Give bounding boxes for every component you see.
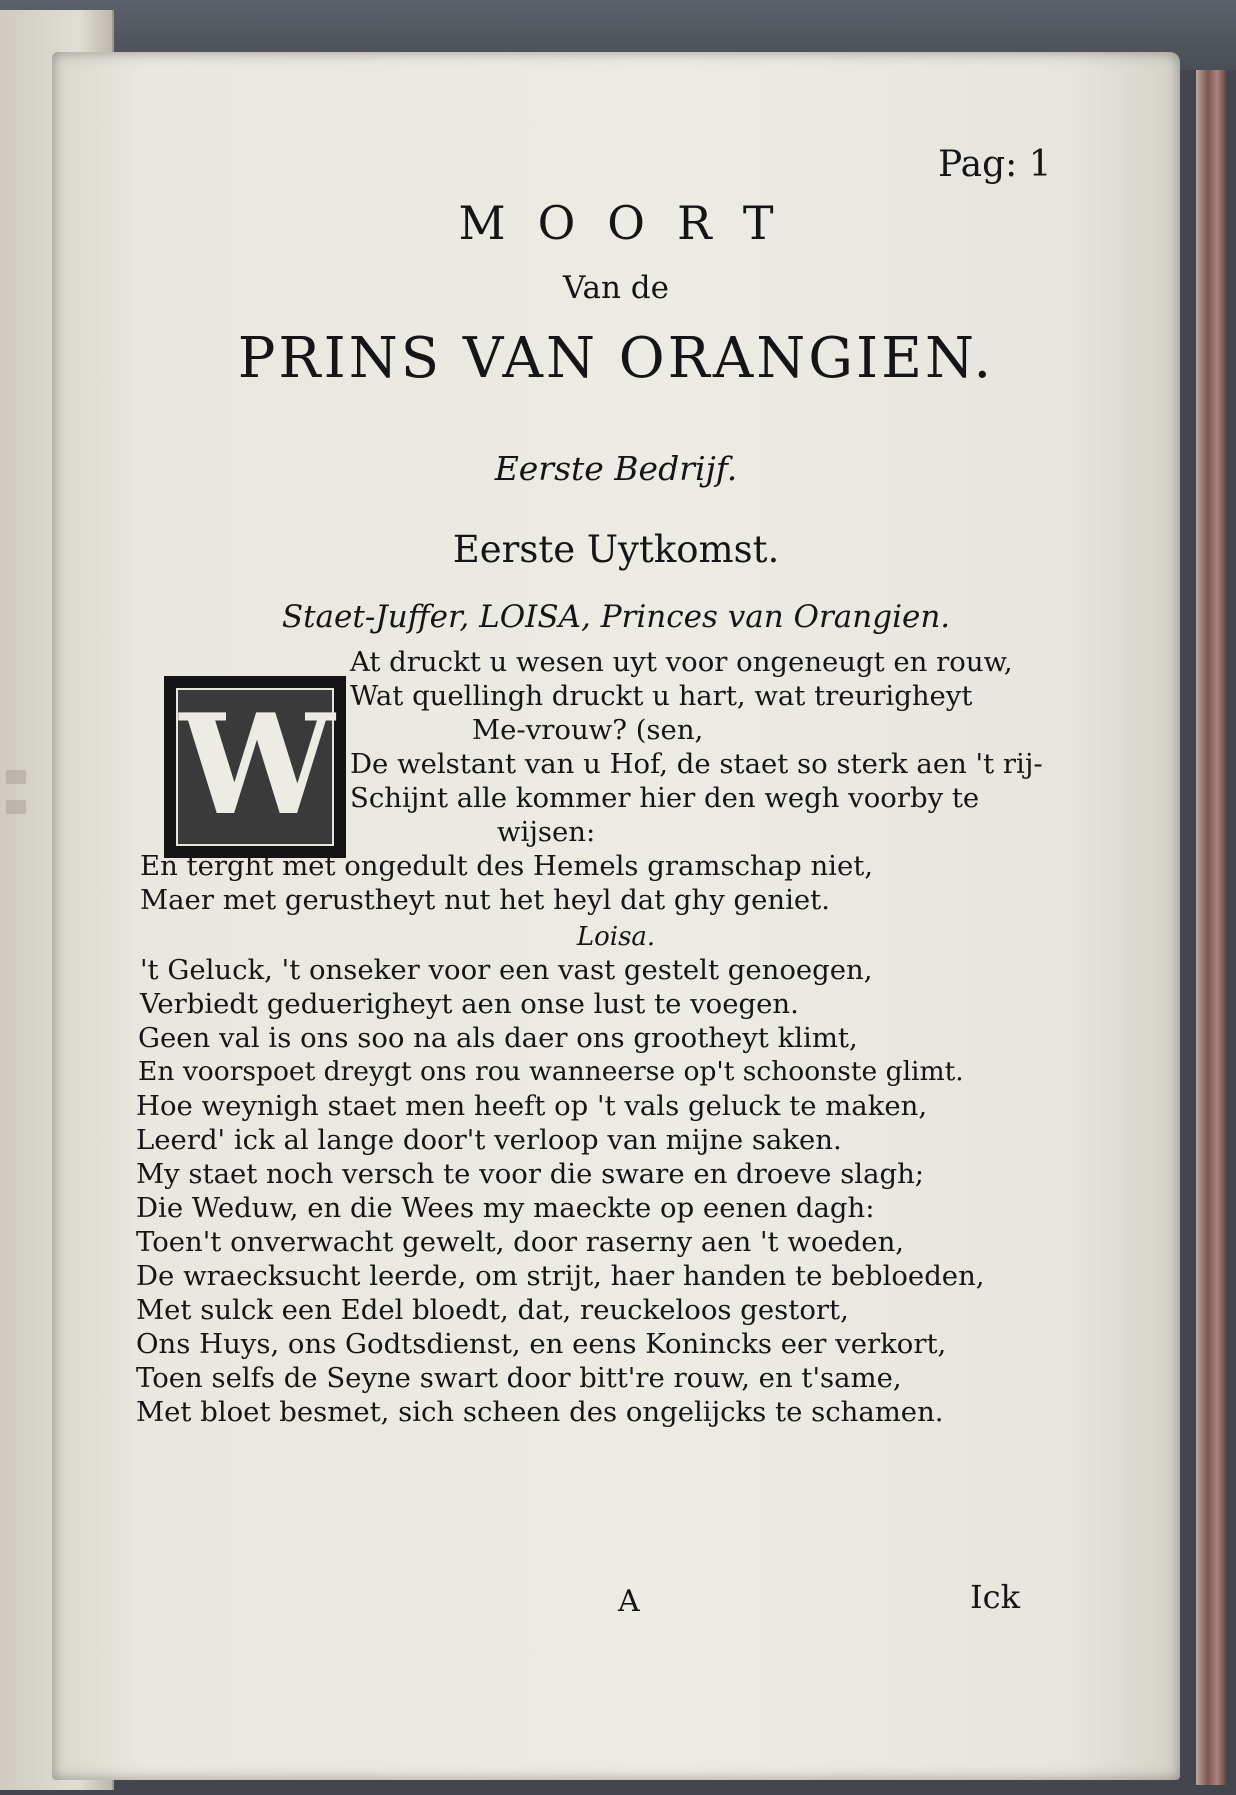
scene-heading: Eerste Uytkomst. [452,528,780,571]
verse-line: Schijnt alle kommer hier den wegh voorby te [350,782,980,814]
verse-line: Toen't onverwacht gewelt, door raserny aen 't woeden, [136,1226,905,1258]
verse-line: Hoe weynigh staet men heeft op 't vals geluck te maken, [136,1090,928,1122]
bleed-through-mark [6,800,26,814]
verse-line: Me-vrouw? (sen, [472,714,704,746]
catchword: Ick [970,1578,1020,1616]
signature-mark: A [618,1584,640,1619]
verse-line: Leerd' ick al lange door't verloop van mijne saken. [136,1124,842,1156]
title-line-1: MOORT [458,196,806,250]
title-line-2: Van de [562,270,670,306]
page-number: Pag: 1 [938,144,1052,185]
verse-line: Met sulck een Edel bloedt, dat, reuckeloos gestort, [136,1294,849,1326]
verse-line: 't Geluck, 't onseker voor een vast gestelt genoegen, [140,954,873,986]
verse-line: At druckt u wesen uyt voor ongeneugt en rouw, [350,646,1013,678]
dramatis-personae: Staet-Juffer, LOISA, Princes van Orangien. [281,599,951,635]
speaker-name: Loisa. [576,922,656,952]
decorated-initial [164,676,346,858]
verse-line: En voorspoet dreygt ons rou wanneerse op't schoonste glimt. [138,1056,964,1087]
initial-letter: W [179,683,335,846]
verse-line: Verbiedt geduerigheyt aen onse lust te voegen. [140,988,799,1020]
verse-line: Toen selfs de Seyne swart door bitt're rouw, en t'same, [136,1362,902,1394]
verse-line: De wraecksucht leerde, om strijt, haer handen te bebloeden, [136,1260,985,1292]
verse-line: Wat quellingh druckt u hart, wat treurigheyt [350,680,973,712]
title-line-3: PRINS VAN ORANGIEN. [237,326,995,391]
verse-line: My staet noch versch te voor die sware en droeve slagh; [136,1158,925,1190]
binding-edge [1196,70,1226,1785]
verse-line: Geen val is ons soo na als daer ons grootheyt klimt, [138,1022,858,1054]
printed-page [52,52,1180,1780]
act-heading: Eerste Bedrijf. [494,449,738,488]
verse-line: Die Weduw, en die Wees my maeckte op eenen dagh: [136,1192,875,1224]
verse-line: En terght met ongedult des Hemels gramschap niet, [140,850,874,882]
verse-line: Maer met gerustheyt nut het heyl dat ghy geniet. [140,884,830,916]
bleed-through-mark [6,770,26,784]
verse-line: wijsen: [497,816,596,848]
initial-ornament [176,683,335,846]
verse-line: Met bloet besmet, sich scheen des ongelijcks te schamen. [136,1396,944,1428]
verse-line: Ons Huys, ons Godtsdienst, en eens Konincks eer verkort, [136,1328,947,1360]
verse-line: De welstant van u Hof, de staet so sterk aen 't rij- [350,748,1043,780]
